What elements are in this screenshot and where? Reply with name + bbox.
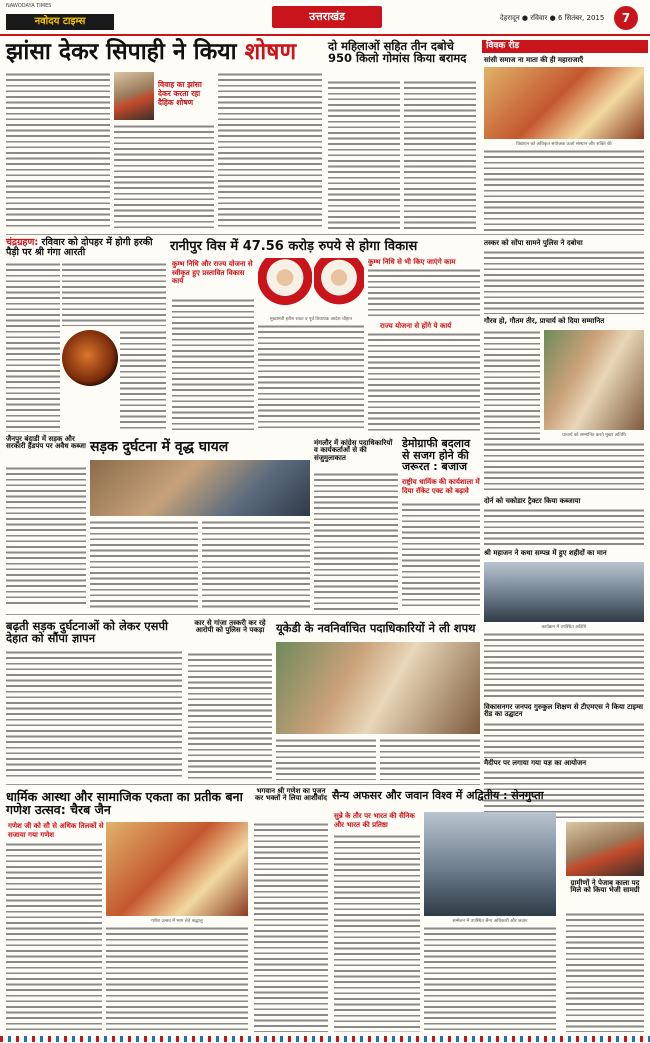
award-headline[interactable]: गौरव हो, गौतम तीर, प्राचार्य को दिया सम्मानित bbox=[484, 317, 605, 325]
vivek-photo bbox=[484, 67, 644, 139]
award-caption: प्राचार्य को सम्मानित करते मुख्य अतिथि bbox=[562, 433, 626, 438]
mission-body bbox=[484, 632, 644, 700]
faith-photo bbox=[106, 822, 248, 916]
army-body-col1 bbox=[334, 834, 420, 1032]
lead-body-col3 bbox=[218, 72, 322, 230]
ranipur-subhead: कुम्भ निधि और राज्य योजना से स्वीकृत हुए प्रस्तावित विकास कार्य bbox=[172, 260, 253, 285]
lead-headline-accent: शोषण bbox=[244, 39, 297, 65]
ukd-photo bbox=[276, 642, 480, 734]
page-number: 7 bbox=[614, 6, 638, 30]
award-photo bbox=[544, 330, 644, 430]
vivek-body bbox=[484, 149, 644, 235]
footer-dots bbox=[0, 1036, 650, 1042]
faith-caption: गणेश उत्सव में भाग लेते श्रद्धालु bbox=[151, 919, 203, 924]
army-subhead: सुन्ने के तौर पर भारत की सैनिक और भारत की प्रतिष्ठा bbox=[334, 812, 415, 829]
ranipur-photo-cm bbox=[258, 258, 312, 314]
accident-headline[interactable]: सड़क दुर्घटना में वृद्ध घायल bbox=[90, 439, 229, 455]
increase-headline[interactable]: बढ़ती सड़क दुर्घटनाओं को लेकर एसपी देहात को सौंपा ज्ञापन bbox=[6, 619, 168, 646]
ranipur-side-body2 bbox=[368, 332, 480, 432]
moon-headline-main: रविवार को दोपहर में होगी हरकी पैड़ी पर श्री गंगा आरती bbox=[6, 237, 153, 258]
tractor-body bbox=[484, 508, 644, 546]
army-body-col2 bbox=[424, 926, 556, 1032]
cow-body-col2 bbox=[404, 80, 476, 230]
dateline: देहरादून ● रविवार ● 6 सितंबर, 2015 bbox=[500, 14, 605, 22]
ukd-body-col1 bbox=[276, 738, 376, 780]
ukd-headline[interactable]: यूकेडी के नवनिर्वाचित पदाधिकारियों ने ली शपथ bbox=[276, 621, 476, 635]
section-label: उत्तराखंड bbox=[272, 6, 382, 28]
ranipur-side-head: कुम्भ निधि से भी किए जाएंगे काम bbox=[368, 258, 456, 266]
police-body bbox=[484, 250, 644, 314]
mission-photo bbox=[484, 562, 644, 622]
yagya-headline[interactable]: मैदीपर पर लगाया गया यज्ञ का आयोजन bbox=[484, 759, 587, 767]
ranipur-headline[interactable]: रानीपुर विस में 47.56 करोड़ रुपये से होगा विकास bbox=[170, 239, 418, 254]
faith-subhead: गणेश जी को सौ से अधिक तिलकों से सजाया गया गणेश bbox=[8, 822, 104, 839]
vivek-headline[interactable]: सांसी समाज ना माता की ही महाराजाएँ bbox=[484, 56, 584, 64]
gramin-photo bbox=[566, 822, 644, 876]
divider-3 bbox=[6, 784, 480, 785]
brand-tagline: NAWODAYA TIMES bbox=[6, 3, 52, 9]
divider-2 bbox=[6, 614, 480, 615]
army-headline[interactable]: सैन्य अफसर और जवान विश्व में अद्वितीय : सेनगुप्ता bbox=[332, 789, 544, 802]
vivek-caption: विद्यायन को अधिकृत संयोजक ऊर्जा संस्थान और शक्ति की bbox=[516, 142, 612, 147]
demography-body bbox=[402, 502, 480, 610]
demography-subhead: राष्ट्रीय धार्मिक की कार्यशाला में दिया रॉकेट एक्ट को बढ़ावे bbox=[402, 478, 480, 495]
cow-headline[interactable]: दो महिलाओं सहित तीन दबोचे 950 किलो गोमांस किया बरामद bbox=[328, 39, 467, 66]
jainpur-headline[interactable]: जैनपुर बंदाडी में सड़क और सरकारी हैंडपंप पर अवैध कब्जा bbox=[6, 435, 86, 451]
masthead bbox=[0, 0, 650, 36]
mission-caption: कार्यक्रम में उपस्थित अतिथि bbox=[541, 625, 587, 630]
gramin-body bbox=[566, 912, 644, 1032]
ukd-body-col2 bbox=[380, 738, 480, 780]
faith-body-col2 bbox=[106, 926, 248, 1032]
inauguration-headline[interactable]: विकासनगर जनपद गुरुकुल शिक्षण से टीएमएस ने किया टाइम्स रीड का उद्घाटन bbox=[484, 703, 643, 719]
moon-headline[interactable] bbox=[6, 238, 166, 258]
ranipur-body-col2 bbox=[258, 324, 364, 432]
moon-body-col3 bbox=[120, 330, 166, 432]
mangalore-headline[interactable]: मंगलौर में कांग्रेस पदाधिकारियों व कार्यकर्ताओं से की संजुमुलाकात bbox=[314, 439, 393, 462]
moon-body-col1 bbox=[6, 262, 60, 432]
brand-logo[interactable] bbox=[6, 14, 114, 30]
moon-headline-accent: चंद्रग्रहण: bbox=[6, 237, 39, 248]
inauguration-body bbox=[484, 722, 644, 758]
eclipse-photo bbox=[62, 330, 118, 386]
brand-part-b: टाइम्स bbox=[62, 16, 86, 27]
award-body bbox=[484, 330, 540, 440]
lead-pullquote: विवाह का झांसा देकर करता रहा दैहिक शोषण bbox=[158, 80, 202, 107]
jainpur-body bbox=[6, 466, 86, 606]
lead-body-col2 bbox=[114, 124, 214, 230]
army-photo bbox=[424, 812, 556, 916]
ranipur-side-head2: राज्य योजना से होंगे ये कार्य bbox=[380, 322, 452, 330]
army-caption: सम्मेलन में उपस्थित सैन्य अधिकारी और जवान bbox=[452, 919, 528, 924]
accident-photo bbox=[90, 460, 310, 516]
ranipur-caption: मुख्यमंत्री हरीश रावत व पूर्व विधायक आदेश चौहान bbox=[269, 317, 353, 322]
demography-headline[interactable]: डेमोग्राफी बदलाव से सजग होने की जरूरत : बजाज bbox=[402, 437, 471, 474]
raid-headline[interactable]: कार से गांजा तस्करी कर रहे आरोपी को पुलिस ने पकड़ा bbox=[194, 619, 266, 635]
mission-headline[interactable]: श्री महाजन ने कथा सम्पन्न में हुए शहीदों का मान bbox=[484, 549, 607, 557]
mangalore-body bbox=[314, 472, 398, 610]
raid-body bbox=[188, 652, 272, 780]
award-body2 bbox=[484, 442, 644, 494]
lead-photo bbox=[114, 72, 154, 120]
lead-headline[interactable] bbox=[6, 40, 322, 64]
faith-body-col1 bbox=[6, 842, 102, 1032]
ranipur-side-body bbox=[368, 268, 480, 320]
ranipur-photo-mla bbox=[314, 258, 364, 314]
faith-headline[interactable]: धार्मिक आस्था और सामाजिक एकता का प्रतीक बना गणेश उत्सव: चैरब जैन bbox=[6, 789, 243, 818]
brand-part-a: नवोदय bbox=[34, 16, 63, 27]
lead-body-col1 bbox=[6, 72, 110, 230]
ganesh-headline[interactable]: भगवान श्री गणेश का पूजन कर भक्तों ने लिया आशीर्वाद bbox=[255, 787, 327, 803]
gramin-headline[interactable]: ग्रामीणों ने पेजाब काला पद मिले को किया भेजी सामग्री bbox=[570, 879, 640, 895]
ganesh-body bbox=[254, 822, 328, 1032]
accident-body-col1 bbox=[90, 520, 198, 610]
cow-body-col1 bbox=[328, 80, 400, 230]
police-headline[interactable]: तस्कर को सोंपा सामने पुलिस ने दबोचा bbox=[484, 239, 583, 247]
ranipur-body-col1 bbox=[172, 298, 254, 432]
lead-headline-main: झांसा देकर सिपाही ने किया bbox=[6, 39, 245, 65]
moon-body-col2 bbox=[62, 262, 166, 326]
tractor-headline[interactable]: दोर्न को चकोडार ट्रैक्टर किया कब्जाया bbox=[484, 497, 581, 505]
accident-body-col2 bbox=[202, 520, 310, 610]
vivek-label: विवक रीड bbox=[482, 40, 648, 53]
divider bbox=[6, 234, 644, 235]
increase-body bbox=[6, 650, 182, 780]
